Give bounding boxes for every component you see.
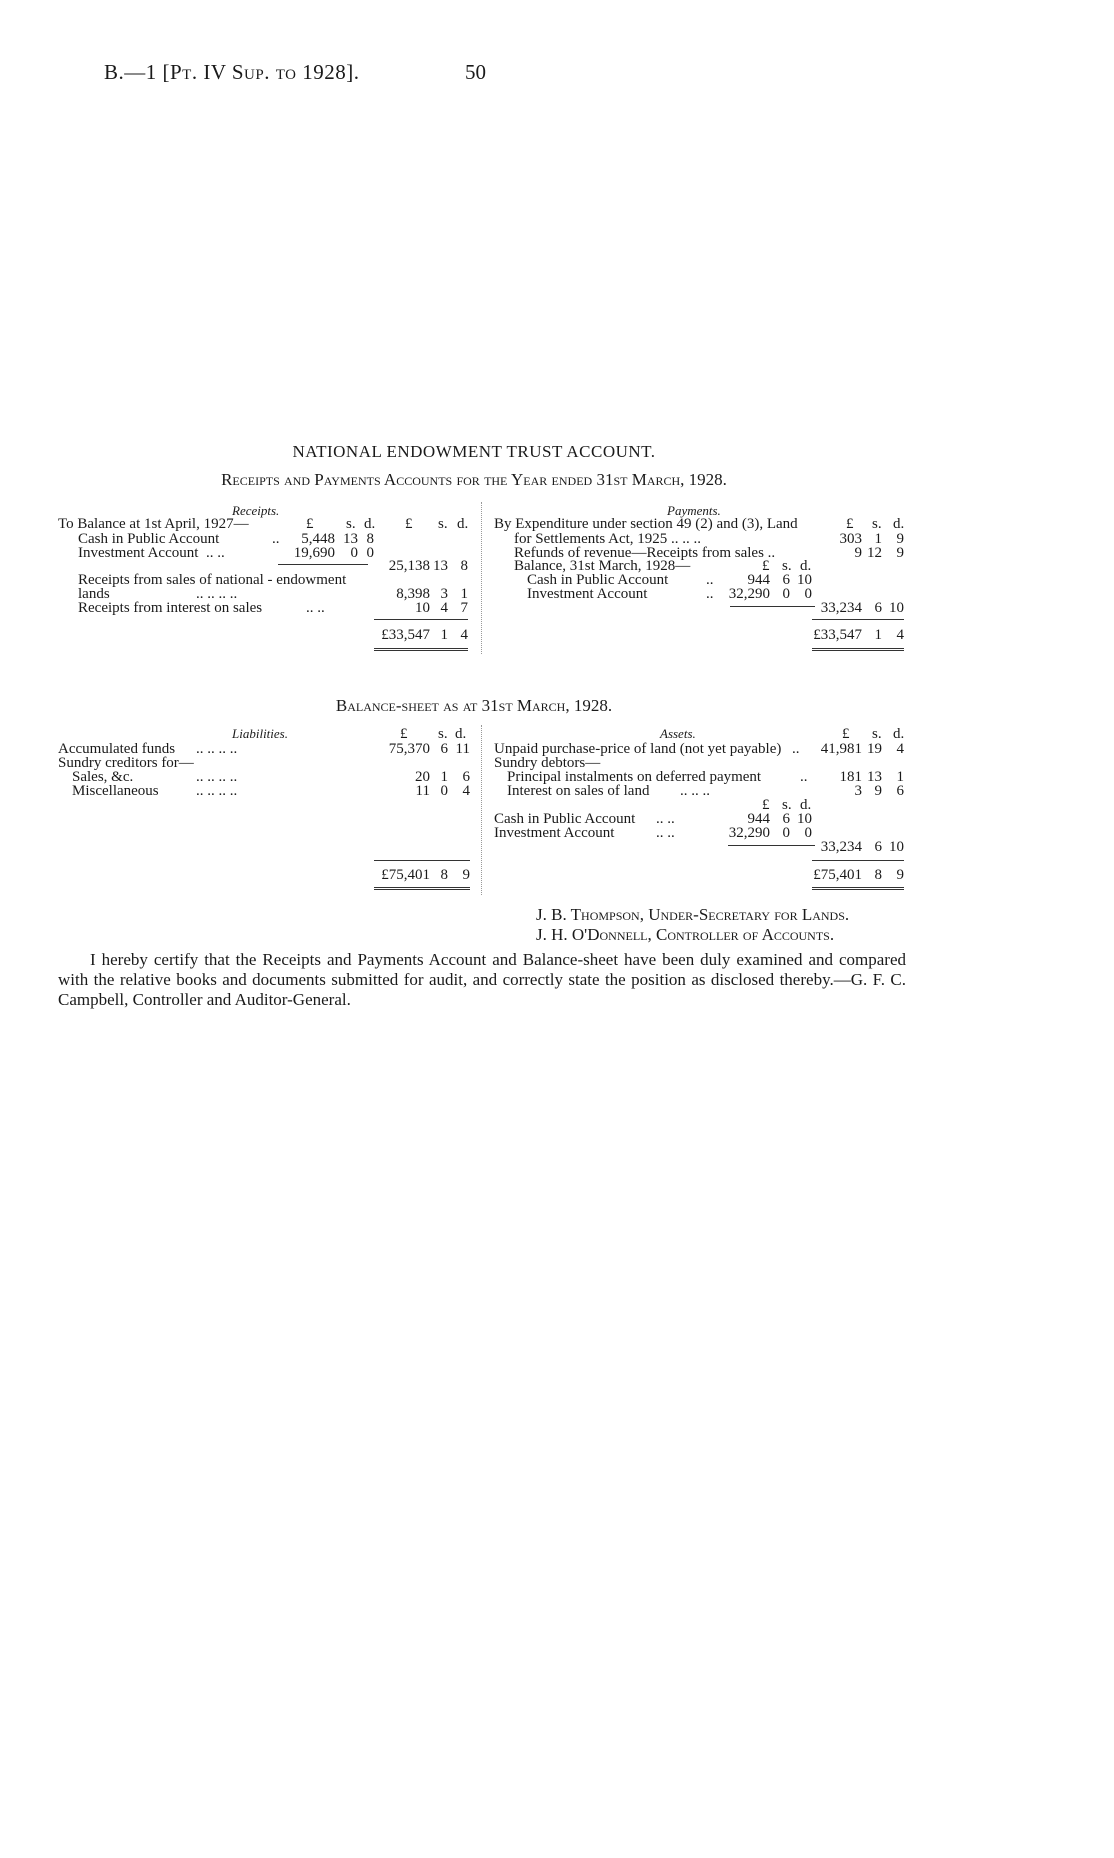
receipts-invest-dots: .. ..	[206, 545, 225, 561]
payments-total-s: 1	[874, 627, 882, 643]
receipts-total-rule	[374, 619, 468, 620]
receipts-cash-s: 13	[343, 531, 358, 547]
payments-invest-dots: ..	[706, 586, 714, 602]
receipts-subtotal-s: 13	[433, 558, 448, 574]
payments-sub-s-header: s.	[782, 558, 792, 574]
liabilities-misc-s: 0	[440, 783, 448, 799]
payments-subtotal-d: 10	[889, 600, 904, 616]
payments-sub-d-header: d.	[800, 558, 812, 574]
receipts-sales-label-2: lands	[78, 586, 110, 602]
receipts-sales-dots: .. .. .. ..	[196, 586, 238, 602]
payments-refunds-d: 9	[896, 545, 904, 561]
assets-principal-s: 13	[867, 769, 882, 785]
receipts-pound-header: £	[306, 516, 314, 532]
payments-invest-s: 0	[782, 586, 790, 602]
assets-invest-dots: .. ..	[656, 825, 675, 841]
liabilities-assets-divider	[481, 725, 482, 895]
payments-refunds-amount: 9	[854, 545, 862, 561]
balance-sheet-title: Balance-sheet as at 31st March, 1928.	[335, 696, 613, 715]
payments-cash-label: Cash in Public Account	[527, 572, 669, 588]
assets-invest-label: Investment Account	[494, 825, 615, 841]
page-number: 50	[465, 60, 486, 84]
receipts-subtotal-d: 8	[460, 558, 468, 574]
payments-exp-amount: 303	[839, 531, 862, 547]
liabilities-sales-s: 1	[440, 769, 448, 785]
liabilities-sales-d: 6	[462, 769, 470, 785]
assets-unpaid-label: Unpaid purchase-price of land (not yet payable)	[494, 741, 782, 757]
signature-odonnell: J. H. O'Donnell, Controller of Accounts.	[536, 925, 835, 944]
assets-sundry-label: Sundry debtors—	[494, 755, 601, 771]
receipts-interest-label: Receipts from interest on sales	[78, 600, 263, 616]
liabilities-sales-label: Sales, &c.	[72, 769, 134, 785]
assets-cash-amount: 944	[747, 811, 770, 827]
payments-pound-header: £	[846, 516, 854, 532]
assets-sub-s-header: s.	[782, 797, 792, 813]
receipts-s-header: s.	[346, 516, 356, 532]
receipts-total-double-rule	[374, 648, 468, 651]
liabilities-misc-amount: 11	[415, 783, 430, 799]
receipts-invest-label: Investment Account	[78, 545, 199, 561]
assets-unpaid-s: 19	[867, 741, 882, 757]
liabilities-accum-s: 6	[440, 741, 448, 757]
receipts-heading: Receipts.	[232, 503, 280, 518]
assets-invest-amount: 32,290	[728, 825, 770, 841]
receipts-invest-amount: 19,690	[293, 545, 335, 561]
payments-d-header: d.	[893, 516, 905, 532]
assets-sub-d-header: d.	[800, 797, 812, 813]
receipts-subtotal-rule	[278, 564, 368, 565]
liabilities-sundry-label: Sundry creditors for—	[58, 755, 194, 771]
page-reference: B.—1 [Pt. IV Sup. to 1928].	[104, 60, 360, 84]
assets-total-s: 8	[874, 867, 882, 883]
payments-invest-label: Investment Account	[527, 586, 648, 602]
payments-invest-d: 0	[804, 586, 812, 602]
assets-cash-d: 10	[797, 811, 812, 827]
liabilities-accum-label: Accumulated funds	[58, 741, 176, 757]
assets-principal-dots: ..	[800, 769, 808, 785]
assets-interest-s: 9	[874, 783, 882, 799]
payments-refunds-label: Refunds of revenue—Receipts from sales ..	[514, 545, 776, 561]
document-subtitle: Receipts and Payments Accounts for the Year ended 31st March, 1928.	[221, 470, 727, 489]
liabilities-misc-d: 4	[462, 783, 470, 799]
receipts-sales-d: 1	[460, 586, 468, 602]
receipts-interest-amount: 10	[415, 600, 430, 616]
assets-heading: Assets.	[660, 726, 696, 741]
payments-heading: Payments.	[667, 503, 721, 518]
assets-principal-amount: 181	[839, 769, 862, 785]
receipts-sales-label: Receipts from sales of national - endowment	[78, 572, 347, 588]
assets-unpaid-dots: ..	[792, 741, 800, 757]
payments-subtotal-s: 6	[874, 600, 882, 616]
receipts-invest-d: 0	[366, 545, 374, 561]
payments-sub-pound-header: £	[762, 558, 770, 574]
receipts-total-amount: £33,547	[381, 627, 430, 643]
receipts-interest-s: 4	[440, 600, 448, 616]
assets-subtotal-s: 6	[874, 839, 882, 855]
receipts-pound-header-2: £	[405, 516, 413, 532]
payments-refunds-s: 12	[867, 545, 882, 561]
receipts-interest-d: 7	[460, 600, 468, 616]
payments-cash-d: 10	[797, 572, 812, 588]
audit-certificate: I hereby certify that the Receipts and Payments Account and Balance-sheet have been duly examined and compared with the relative books and documents submitted for audit, and correctly state the position as disclosed thereby.—G. F. C. Campbell, Controller and Auditor-General.	[58, 950, 906, 1009]
assets-unpaid-d: 4	[896, 741, 904, 757]
liabilities-s-header: s.	[438, 726, 448, 742]
assets-principal-d: 1	[896, 769, 904, 785]
payments-total-amount: £33,547	[813, 627, 862, 643]
assets-invest-d: 0	[804, 825, 812, 841]
assets-interest-label: Interest on sales of land	[507, 783, 650, 799]
assets-unpaid-amount: 41,981	[820, 741, 862, 757]
assets-interest-d: 6	[896, 783, 904, 799]
liabilities-misc-label: Miscellaneous	[72, 783, 159, 799]
assets-total-d: 9	[896, 867, 904, 883]
liabilities-accum-amount: 75,370	[388, 741, 430, 757]
assets-principal-label: Principal instalments on deferred payment	[507, 769, 762, 785]
payments-cash-amount: 944	[747, 572, 770, 588]
assets-d-header: d.	[893, 726, 905, 742]
assets-total-rule	[812, 860, 904, 861]
document-title: NATIONAL ENDOWMENT TRUST ACCOUNT.	[292, 442, 656, 461]
liabilities-misc-dots: .. .. .. ..	[196, 783, 238, 799]
receipts-cash-d: 8	[366, 531, 374, 547]
assets-interest-amount: 3	[854, 783, 862, 799]
payments-subtotal-amount: 33,234	[820, 600, 862, 616]
receipts-cash-dots: ..	[272, 531, 280, 547]
receipts-d-header-2: d.	[457, 516, 469, 532]
liabilities-sales-amount: 20	[415, 769, 430, 785]
assets-subtotal-amount: 33,234	[820, 839, 862, 855]
liabilities-total-rule	[374, 860, 470, 861]
payments-balance-label: Balance, 31st March, 1928—	[514, 558, 691, 574]
signature-thompson: J. B. Thompson, Under-Secretary for Lands.	[536, 905, 850, 924]
receipts-balance-label: To Balance at 1st April, 1927—	[58, 516, 249, 532]
payments-exp-label: By Expenditure under section 49 (2) and (3), Land	[494, 516, 798, 532]
payments-cash-dots: ..	[706, 572, 714, 588]
receipts-cash-label: Cash in Public Account	[78, 531, 220, 547]
liabilities-total-d: 9	[462, 867, 470, 883]
liabilities-total-amount: £75,401	[381, 867, 430, 883]
receipts-s-header-2: s.	[438, 516, 448, 532]
liabilities-d-header: d.	[455, 726, 467, 742]
receipts-invest-s: 0	[350, 545, 358, 561]
payments-cash-s: 6	[782, 572, 790, 588]
assets-cash-label: Cash in Public Account	[494, 811, 636, 827]
assets-total-amount: £75,401	[813, 867, 862, 883]
assets-s-header: s.	[872, 726, 882, 742]
liabilities-sales-dots: .. .. .. ..	[196, 769, 238, 785]
receipts-payments-divider	[481, 502, 482, 654]
liabilities-heading: Liabilities.	[232, 726, 288, 741]
payments-exp-s: 1	[874, 531, 882, 547]
payments-total-d: 4	[896, 627, 904, 643]
liabilities-total-double-rule	[374, 887, 470, 890]
receipts-subtotal-amount: 25,138	[388, 558, 430, 574]
assets-cash-dots: .. ..	[656, 811, 675, 827]
assets-cash-s: 6	[782, 811, 790, 827]
liabilities-accum-d: 11	[455, 741, 470, 757]
assets-subtotal-d: 10	[889, 839, 904, 855]
assets-invest-s: 0	[782, 825, 790, 841]
liabilities-total-s: 8	[440, 867, 448, 883]
receipts-total-d: 4	[460, 627, 468, 643]
receipts-cash-amount: 5,448	[301, 531, 335, 547]
assets-pound-header: £	[842, 726, 850, 742]
payments-exp-label-2: for Settlements Act, 1925 .. .. ..	[514, 531, 702, 547]
payments-invest-amount: 32,290	[728, 586, 770, 602]
payments-exp-d: 9	[896, 531, 904, 547]
payments-total-double-rule	[812, 648, 904, 651]
receipts-interest-dots: .. ..	[306, 600, 325, 616]
assets-interest-dots: .. .. ..	[680, 783, 710, 799]
receipts-sales-s: 3	[440, 586, 448, 602]
receipts-d-header: d.	[364, 516, 376, 532]
liabilities-pound-header: £	[400, 726, 408, 742]
receipts-total-s: 1	[440, 627, 448, 643]
receipts-sales-amount: 8,398	[396, 586, 430, 602]
assets-sub-pound-header: £	[762, 797, 770, 813]
payments-total-rule	[812, 619, 904, 620]
payments-s-header: s.	[872, 516, 882, 532]
liabilities-accum-dots: .. .. .. ..	[196, 741, 238, 757]
assets-total-double-rule	[812, 887, 904, 890]
